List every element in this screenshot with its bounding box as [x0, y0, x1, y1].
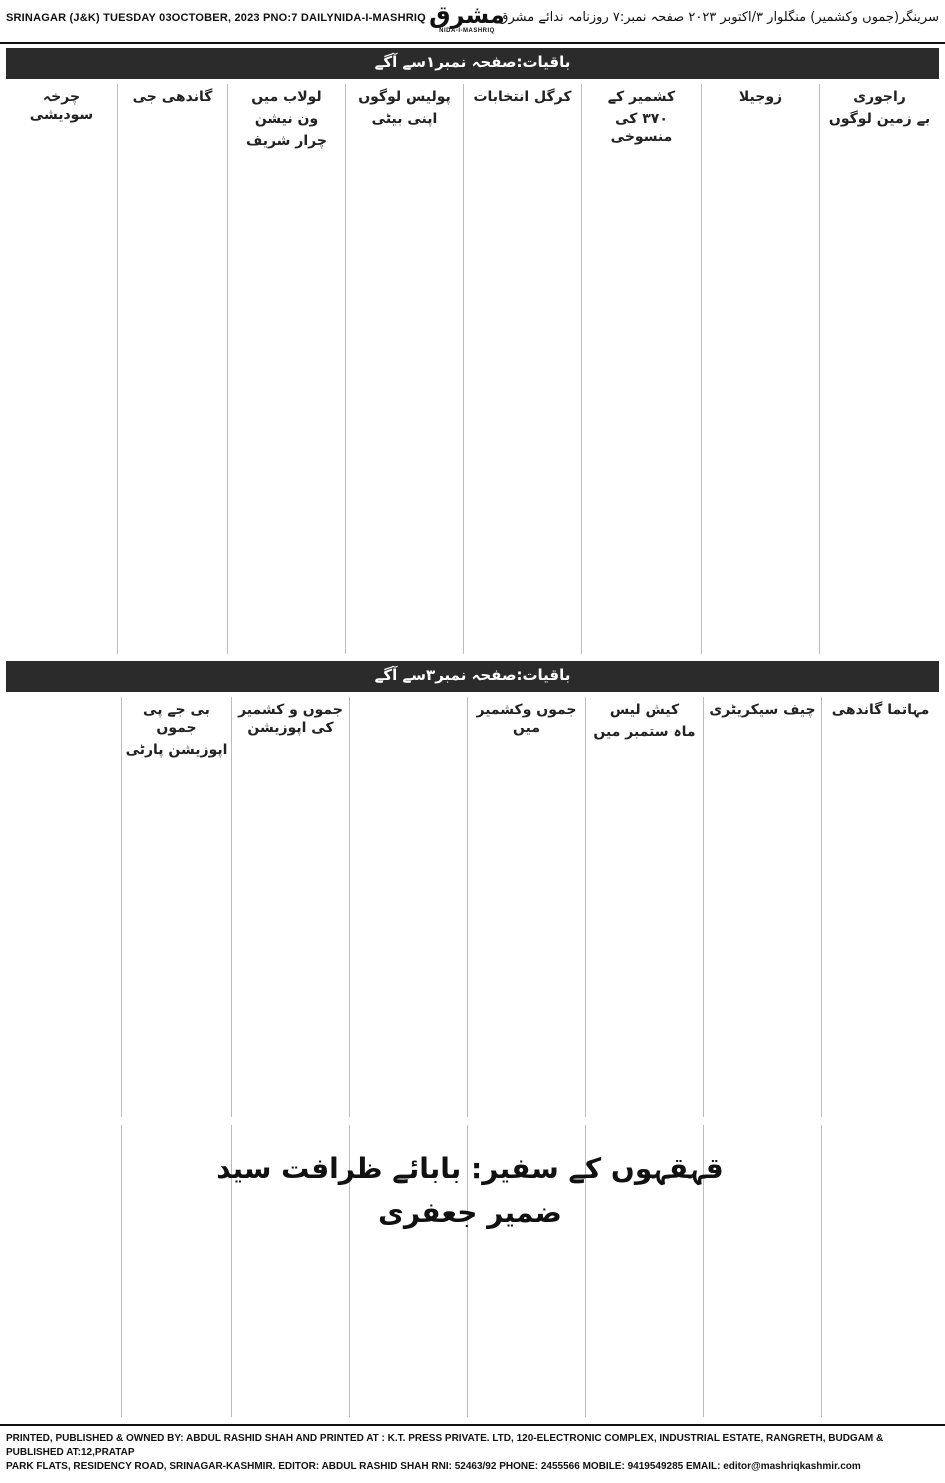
article-column	[585, 697, 703, 1117]
continuation-band-2	[6, 661, 939, 692]
feature-title: قہقہوں کے سفیر: بابائے ظرافت سید ضمیر جعفری	[216, 1152, 724, 1229]
article-column	[345, 84, 463, 654]
feature-column	[821, 1125, 939, 1417]
section-continued-page3	[6, 697, 939, 1117]
article-heading: پولیس لوگوں	[358, 89, 451, 105]
masthead-urdu: سرینگر(جموں وکشمیر) منگلوار ۳/اکتوبر ۲۰۲۳ صفحہ نمبر:۷ روزنامہ ندائے مشرق	[498, 10, 939, 25]
article-column	[349, 697, 467, 1117]
article-heading: چرخہ سودیشی	[29, 89, 94, 123]
article-heading: بے زمین لوگوں	[828, 111, 931, 127]
article-column	[581, 84, 701, 654]
article-column	[463, 84, 581, 654]
article-heading: بی جے پی جموں	[143, 702, 210, 736]
logo-subtitle: NIDA-I-MASHRIQ	[439, 28, 495, 34]
imprint-footer	[0, 1424, 945, 1483]
newspaper-logo	[427, 2, 507, 38]
article-heading: ۳۷۰ کی منسوخی	[610, 111, 673, 145]
article-heading: ون نیشن	[254, 111, 319, 127]
article-column	[819, 84, 939, 654]
article-heading: ماہ ستمبر میں	[593, 724, 696, 740]
article-column	[227, 84, 345, 654]
section-continued-page1	[6, 84, 939, 654]
feature-column	[6, 1125, 121, 1417]
article-column	[6, 697, 121, 1117]
logo-text: مشرق	[429, 1, 505, 29]
continuation-band-1	[6, 48, 939, 79]
masthead-english: SRINAGAR (J&K) TUESDAY 03OCTOBER, 2023 PNO:7 DAILYNIDA-I-MASHRIQ	[6, 12, 426, 24]
article-column	[231, 697, 349, 1117]
article-heading: چرار شریف	[246, 133, 327, 149]
article-heading: لولاب میں	[251, 89, 322, 105]
article-heading: زوجیلا	[738, 89, 783, 105]
article-column	[117, 84, 227, 654]
article-heading: گاندھی جی	[132, 89, 213, 105]
imprint-line-2: PARK FLATS, RESIDENCY ROAD, SRINAGAR-KASHMIR. EDITOR: ABDUL RASHID SHAH RNI: 52463/92 PHONE: 2455566 MOBILE: 9419549285 EMAIL: editor@mashriqkashmir.com	[6, 1461, 861, 1472]
article-column	[467, 697, 585, 1117]
article-column	[701, 84, 819, 654]
article-column	[121, 697, 231, 1117]
article-heading: جموں وکشمیر میں	[476, 702, 577, 736]
article-heading: کرگل انتخابات	[473, 89, 572, 105]
article-column	[6, 84, 117, 654]
masthead	[0, 0, 945, 44]
article-heading: مہاتما گاندھی	[831, 702, 930, 718]
band-title-2: باقیات:صفحہ نمبر۳سے آگے	[374, 666, 571, 684]
article-heading: جموں و کشمیر کی اپوزیشن	[238, 702, 343, 736]
article-heading: اپوزیشن پارٹی	[125, 742, 228, 758]
article-heading: اپنی بیٹی	[371, 111, 438, 127]
imprint-line-1: PRINTED, PUBLISHED & OWNED BY: ABDUL RASHID SHAH AND PRINTED AT : K.T. PRESS PRIVATE. LTD, 120-ELECTRONIC COMPLEX, INDUSTRIAL ESTATE, RANGRETH, BUDGAM & PUBLISHED AT:12,PRATAP	[6, 1433, 884, 1458]
article-heading: چیف سیکریٹری	[709, 702, 816, 718]
article-column	[703, 697, 821, 1117]
article-column	[821, 697, 939, 1117]
article-heading: راجوری	[853, 89, 906, 105]
article-heading: کیش لیس	[609, 702, 680, 718]
band-title-1: باقیات:صفحہ نمبر۱سے آگے	[374, 53, 571, 71]
article-heading: کشمیر کے	[607, 89, 676, 105]
